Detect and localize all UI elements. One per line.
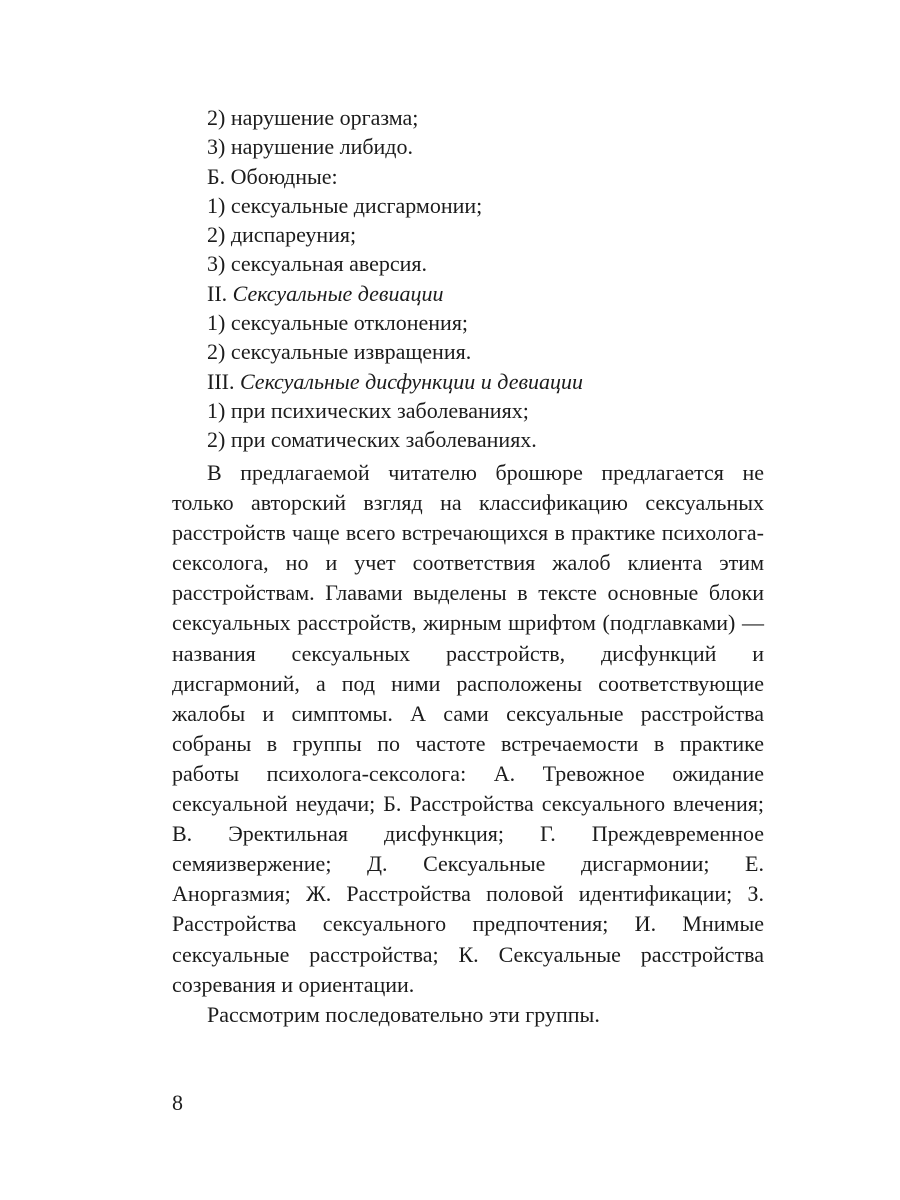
list-item: 1) сексуальные дисгармонии;: [207, 192, 483, 218]
list-item: 2) диспареуния;: [207, 222, 357, 248]
paragraph: Рассмотрим последовательно эти группы.: [207, 1001, 600, 1027]
list-item: 2) нарушение оргазма;: [207, 105, 419, 130]
list-subheading: Б. Обоюдные:: [207, 163, 338, 189]
list-section-heading: III. Сексуальные дисфункции и девиации: [207, 368, 584, 394]
list-section-heading: II. Сексуальные девиации: [207, 280, 444, 306]
list-item: 3) нарушение либидо.: [207, 134, 414, 160]
body-text: [172, 458, 764, 1030]
list-item: 2) сексуальные извращения.: [207, 339, 472, 365]
list-item: 1) сексуальные отклонения;: [207, 310, 469, 336]
paragraph: В предлагаемой читателю брошюре предлагается не только авторский взгляд на классификацию сексуальных расстройств чаще всего встречающихся в практике психолога-сексолога, но и учет соответствия жалоб клиента этим расстройствам. Главами выделены в тексте основные блоки сексуальных расстройств, жирным шрифтом (подглавками) — названия сексуальных расстройств, дисфункций и дисгармоний, а под ними расположены соответствующие жалобы и симптомы. А сами сексуальные расстройства собраны в группы по частоте встречаемости в практике работы психолога-сексолога: А. Тревожное ожидание сексуальной неудачи; Б. Расстройства сексуального влечения; В. Эректильная дисфункция; Г. Преждевременное семяизвержение; Д. Сексуальные дисгармонии; Е. Аноргазмия; Ж. Расстройства половой идентификации; З. Расстройства сексуального предпочтения; И. Мнимые сексуальные расстройства; К. Сексуальные расстройства созревания и ориентации.: [172, 460, 764, 997]
list-item: 2) при соматических заболеваниях.: [207, 427, 537, 453]
page-number: 8: [172, 1090, 183, 1115]
list-item: 1) при психических заболеваниях;: [207, 397, 529, 423]
list-item: 3) сексуальная аверсия.: [207, 251, 428, 277]
classification-list: [207, 103, 787, 455]
